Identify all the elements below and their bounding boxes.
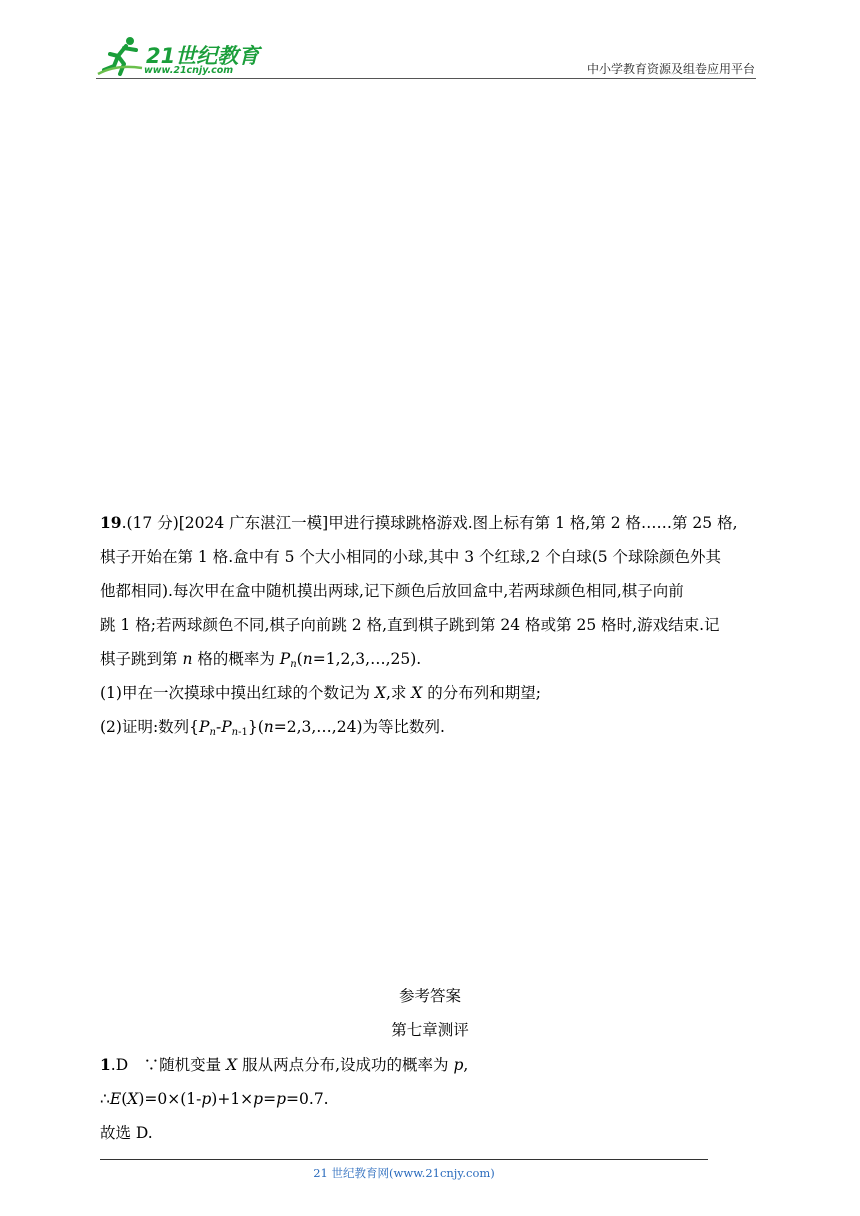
- question-19: [100, 506, 764, 744]
- question-line: [100, 506, 764, 540]
- math-var: X: [127, 1090, 139, 1108]
- answer-1: [100, 1048, 764, 1150]
- math-subscript: n: [231, 727, 239, 738]
- text: 格的概率为: [192, 650, 280, 668]
- text: =0.7.: [286, 1090, 329, 1108]
- math-var: p: [201, 1090, 212, 1108]
- text: (: [296, 650, 303, 668]
- text: 棋子跳到第: [100, 650, 183, 668]
- math-var: P: [279, 650, 291, 668]
- math-var: X: [374, 684, 386, 702]
- text: ∴: [100, 1090, 110, 1108]
- math-var: P: [221, 718, 232, 736]
- text: =2,3,…,24)为等比数列.: [273, 718, 445, 736]
- header-divider: [96, 78, 756, 79]
- header-tagline: 中小学教育资源及组卷应用平台: [586, 62, 755, 76]
- answer-number: 1: [100, 1055, 111, 1074]
- math-subscript: -1: [238, 727, 248, 738]
- text: (2)证明:数列{: [100, 718, 200, 736]
- text: .D ∵随机变量: [110, 1056, 227, 1074]
- question-line: 他都相同).每次甲在盒中随机摸出两球,记下颜色后放回盒中,若两球颜色相同,棋子向前: [100, 582, 684, 600]
- question-text: .(17 分)[2024 广东湛江一模]甲进行摸球跳格游戏.图上标有第 1 格,第 2 格……第 25 格,: [121, 514, 738, 532]
- text: )=0×(1-: [138, 1090, 202, 1108]
- question-line: 棋子开始在第 1 格.盒中有 5 个大小相同的小球,其中 3 个红球,2 个白球(5 个球除颜色外其: [100, 548, 722, 566]
- text: (: [121, 1090, 128, 1108]
- text: -: [215, 718, 222, 736]
- math-var: n: [182, 650, 193, 668]
- logo-text: 21世纪教育: [146, 44, 260, 68]
- question-line: [100, 642, 764, 676]
- footer-link[interactable]: 21 世纪教育网(www.21cnjy.com): [313, 1166, 495, 1180]
- chapter-heading: 第七章测评: [391, 1021, 469, 1039]
- text: ,求: [385, 684, 412, 702]
- question-part-2: [100, 710, 764, 744]
- math-var: X: [411, 684, 423, 702]
- math-subscript: n: [290, 659, 297, 670]
- answer-line: 故选 D.: [100, 1124, 153, 1142]
- math-var: X: [226, 1056, 238, 1074]
- site-logo[interactable]: [96, 34, 266, 78]
- text: 的分布列和期望;: [422, 684, 541, 702]
- text: =: [263, 1090, 277, 1108]
- text: =1,2,3,…,25).: [312, 650, 422, 668]
- text: ,: [463, 1056, 469, 1074]
- logo-url: www.21cnjy.com: [144, 65, 234, 76]
- text: 服从两点分布,设成功的概率为: [237, 1056, 454, 1074]
- text: }(: [247, 718, 264, 736]
- math-var: n: [302, 650, 313, 668]
- math-var: P: [199, 718, 210, 736]
- math-var: p: [253, 1090, 264, 1108]
- math-subscript: n: [209, 727, 216, 738]
- math-var: p: [276, 1090, 287, 1108]
- running-figure-icon: [96, 34, 148, 78]
- page-header: [0, 0, 860, 80]
- question-number: 19: [100, 513, 122, 532]
- math-var: E: [109, 1090, 122, 1108]
- answer-line: [100, 1048, 764, 1082]
- math-var: n: [263, 718, 274, 736]
- question-part-1: [100, 676, 764, 710]
- text: (1)甲在一次摸球中摸出红球的个数记为: [100, 684, 375, 702]
- footer-divider: [100, 1159, 708, 1160]
- text: )+1×: [211, 1090, 254, 1108]
- math-var: p: [453, 1056, 464, 1074]
- answers-heading: 参考答案: [398, 987, 461, 1005]
- question-line: 跳 1 格;若两球颜色不同,棋子向前跳 2 格,直到棋子跳到第 24 格或第 25 格时,游戏结束.记: [100, 616, 720, 634]
- answer-line: [100, 1082, 764, 1116]
